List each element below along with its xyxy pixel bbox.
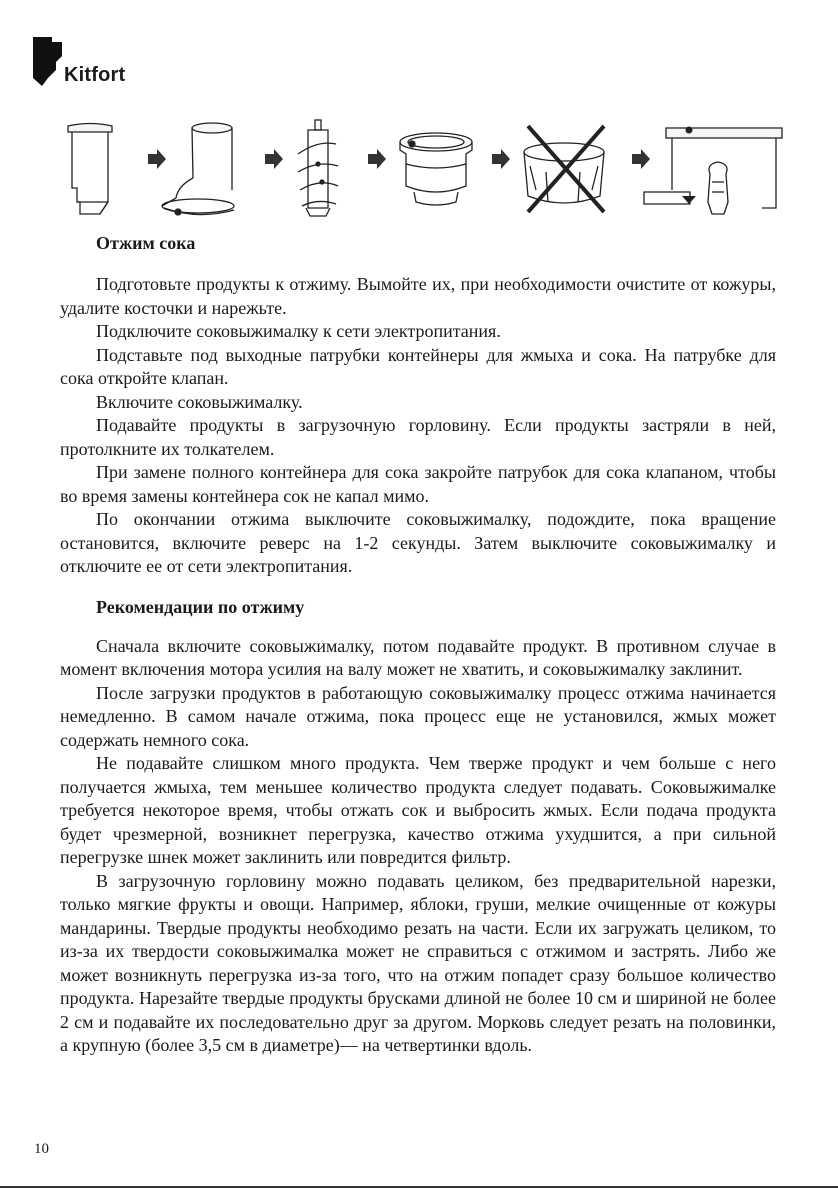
page-content (60, 232, 776, 1058)
paragraph: Включите соковыжималку. (96, 391, 303, 412)
arrow-right-icon (632, 149, 650, 169)
paragraph: При замене полного контейнера для сока закройте патрубок для сока клапаном, чтобы во время замены контейнера сок не капал мимо. (60, 462, 776, 506)
brand-name: Kitfort (64, 64, 126, 86)
juicer-base-icon (644, 127, 782, 215)
filter-drum-icon (400, 133, 472, 205)
arrow-right-icon (492, 149, 510, 169)
section-title-juicing: Отжим сока (96, 233, 196, 253)
pusher-icon (68, 124, 112, 215)
arrow-right-icon (265, 149, 283, 169)
page-number: 10 (34, 1141, 49, 1157)
paragraph: Подготовьте продукты к отжиму. Вымойте их, при необходимости очистите от кожуры, удалите косточки и нарежьте. (60, 274, 776, 318)
chute-lid-icon (162, 123, 234, 215)
paragraph: Подключите соковыжималку к сети электропитания. (96, 321, 501, 341)
section-title-recommendations: Рекомендации по отжиму (96, 596, 305, 617)
assembly-steps-illustration (60, 116, 790, 222)
arrow-right-icon (148, 149, 166, 169)
paragraph: Подставьте под выходные патрубки контейнеры для жмыха и сока. На патрубке для сока откройте клапан. (60, 344, 776, 388)
paragraph: Не подавайте слишком много продукта. Чем тверже продукт и чем больше с него получается жмыха, тем меньшее количество продукта следует подавать. Соковыжималке требуется некоторое время, чтобы отжать сок и выбросить жмых. Если подача продукта будет чрезмерной, возникнет перегрузка, качество отжима ухудшится, а при сильной перегрузке шнек может заклинить или повредится фильтр. (60, 753, 776, 867)
paragraph: Подавайте продукты в загрузочную горловину. Если продукты застряли в ней, протолкните их толкателем. (60, 415, 776, 459)
auger-icon (298, 120, 338, 216)
paragraph: Сначала включите соковыжималку, потом подавайте продукт. В противном случае в момент включения мотора усилия на валу может не хватить, и соковыжималку заклинит. (60, 635, 776, 679)
rotating-brush-crossed-icon (524, 126, 604, 212)
paragraph: По окончании отжима выключите соковыжималку, подождите, пока вращение остановится, включите реверс на 1-2 секунды. Затем выключите соковыжималку и отключите ее от сети электропитания. (60, 509, 776, 576)
paragraph: После загрузки продуктов в работающую соковыжималку процесс отжима начинается немедленно. В самом начале отжима, пока процесс еще не установился, жмых может содержать немного сока. (60, 682, 776, 750)
paragraph: В загрузочную горловину можно подавать целиком, без предварительной нарезки, только мягкие фрукты и овощи. Например, яблоки, груши, мелкие очищенные от кожуры мандарины. Твердые продукты необходимо резать на части. Если их загружать целиком, то из-за их твердости соковыжималка может не справиться с отжимом и застрять. Либо же может возникнуть перегрузка из-за того, что на отжим попадет сразу большое количество продукта. Нарезайте твердые продукты брусками длиной не более 10 см и шириной не более 2 см и подавайте их последовательно друг за другом. Морковь следует резать на половинки, а крупную (более 3,5 см в диаметре)— на четвертинки вдоль. (60, 870, 776, 1055)
arrow-right-icon (368, 149, 386, 169)
